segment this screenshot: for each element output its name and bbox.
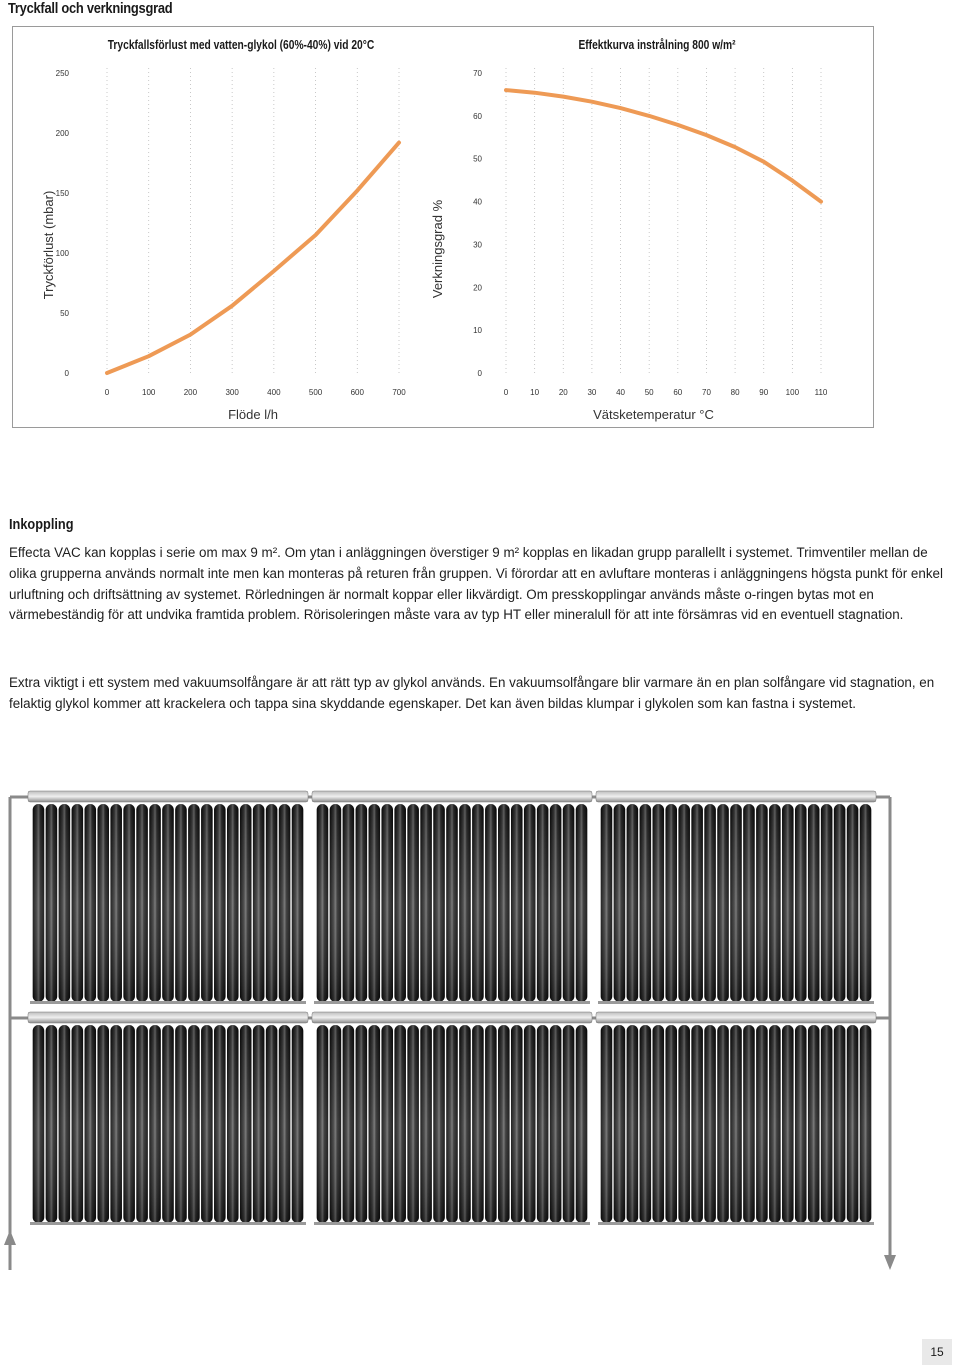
arrow-down-icon [884,1255,896,1270]
vacuum-tube-shade [407,1025,419,1223]
data-point [734,146,736,148]
vacuum-tube-shade [420,1025,432,1223]
vacuum-tube-shade [717,804,729,1002]
data-point [106,372,108,374]
collector-panel [312,1012,592,1225]
manifold-header [312,1012,592,1023]
y-tick-label: 100 [55,249,69,258]
y-tick-label: 60 [473,111,482,121]
manifold-header [596,1012,876,1023]
vacuum-tube-shade [665,1025,677,1223]
vacuum-tube-shade [576,804,588,1002]
vacuum-tube-shade [266,804,278,1002]
manifold-header [312,791,592,802]
vacuum-tube-shade [330,804,342,1002]
vacuum-tube-shade [459,804,471,1002]
vacuum-tube-shade [756,1025,768,1223]
manifold-header [28,1012,308,1023]
vacuum-tube-shade [279,1025,291,1223]
bottom-rail [314,1001,590,1004]
x-tick-label: 100 [785,388,800,397]
data-point [591,101,593,103]
vacuum-tube-shade [614,1025,626,1223]
chart-2 [430,39,828,422]
paragraph-2: Extra viktigt i ett system med vakuumsolfångare är att rätt typ av glykol används. En vakuumsolfångare blir varmare än en plan solfångare vid stagnation, en felaktig glykol kommer att krackelera och tappa sina skyddande egenskaper. Det kan även bildas klumpar i glykolen som kan fastna i systemet. [9,675,935,711]
vacuum-tube-shade [407,804,419,1002]
vacuum-tube-shade [240,1025,252,1223]
vacuum-tube-shade [136,1025,148,1223]
chart-title: Effektkurva instrålning 800 w/m² [578,39,736,53]
bottom-rail [598,1001,874,1004]
vacuum-tube-shade [472,804,484,1002]
collector-panel [596,1012,876,1225]
data-point [398,141,400,143]
vacuum-tube-shade [72,804,84,1002]
vacuum-tube-shade [201,1025,213,1223]
vacuum-tube-shade [227,1025,239,1223]
vacuum-tube-shade [227,804,239,1002]
vacuum-tube-shade [214,804,226,1002]
vacuum-tube-shade [743,804,755,1002]
bottom-rail [30,1222,306,1225]
collector-panel [596,791,876,1004]
x-tick-label: 110 [814,388,828,397]
vacuum-tube-shade [253,1025,265,1223]
vacuum-tube-shade [691,1025,703,1223]
vacuum-tube-shade [369,1025,381,1223]
y-axis-label: Verkningsgrad % [430,199,445,299]
vacuum-tube-shade [123,804,135,1002]
vacuum-tube-shade [665,804,677,1002]
vacuum-tube-shade [537,804,549,1002]
x-tick-label: 10 [530,388,540,397]
vacuum-tube-shade [85,804,97,1002]
vacuum-tube-shade [576,1025,588,1223]
x-tick-label: 500 [308,388,323,397]
vacuum-tube-shade [563,1025,575,1223]
y-tick-label: 0 [477,369,482,378]
vacuum-tube-shade [459,1025,471,1223]
y-tick-label: 70 [473,69,482,78]
vacuum-tube-shade [136,804,148,1002]
data-point [533,92,535,94]
vacuum-tube-shade [394,804,406,1002]
vacuum-tube-shade [498,804,510,1002]
vacuum-tube-shade [601,1025,613,1223]
vacuum-tube-shade [756,804,768,1002]
vacuum-tube-shade [653,804,665,1002]
y-tick-label: 50 [473,154,482,164]
vacuum-tube-shade [537,1025,549,1223]
data-point [705,134,707,136]
vacuum-tube-shade [149,1025,161,1223]
vacuum-tube-shade [381,1025,393,1223]
vacuum-tube-shade [240,804,252,1002]
vacuum-tube-shade [46,1025,58,1223]
vacuum-tube-shade [343,804,355,1002]
vacuum-tube-shade [485,804,497,1002]
vacuum-tube-shade [498,1025,510,1223]
arrow-up-icon [4,1230,16,1245]
charts-svg [13,27,872,426]
vacuum-tube-shade [601,804,613,1002]
x-axis-label: Flöde l/h [228,407,278,422]
vacuum-tube-shade [33,804,45,1002]
vacuum-tube-shade [97,1025,109,1223]
collector-panel [28,1012,308,1225]
x-tick-label: 60 [673,388,683,397]
x-tick-label: 20 [558,388,568,397]
paragraph-inkoppling [9,543,951,626]
data-point [619,107,621,109]
x-tick-label: 100 [142,388,156,397]
vacuum-tube-shade [730,1025,742,1223]
vacuum-tube-shade [678,804,690,1002]
x-tick-label: 300 [225,388,239,397]
x-tick-label: 80 [730,388,740,397]
vacuum-tube-shade [511,1025,523,1223]
section-heading: Inkoppling [9,517,74,533]
vacuum-tube-shade [550,1025,562,1223]
bottom-rail [30,1001,306,1004]
page-number: 15 [922,1339,952,1365]
vacuum-tube-shade [834,1025,846,1223]
chart-1 [41,39,406,422]
vacuum-tube-shade [85,1025,97,1223]
bottom-rail [598,1222,874,1225]
vacuum-tube-shade [72,1025,84,1223]
vacuum-tube-shade [524,804,536,1002]
x-tick-label: 50 [644,388,654,397]
vacuum-tube-shade [433,1025,445,1223]
y-tick-label: 20 [473,283,482,293]
vacuum-tube-shade [627,1025,639,1223]
data-point [763,161,765,163]
vacuum-tube-shade [381,804,393,1002]
y-tick-label: 150 [55,189,69,198]
y-tick-label: 10 [473,326,482,336]
vacuum-tube-shade [511,804,523,1002]
data-point [791,179,793,181]
page-title: Tryckfall och verkningsgrad [8,0,173,17]
x-axis-label: Vätsketemperatur °C [593,407,714,422]
manifold-header [596,791,876,802]
vacuum-tube-shade [356,804,368,1002]
vacuum-tube-shade [433,804,445,1002]
x-tick-label: 30 [587,388,597,397]
vacuum-tube-shade [678,1025,690,1223]
x-tick-label: 400 [267,388,281,397]
vacuum-tube-shade [162,804,174,1002]
vacuum-tube-shade [356,1025,368,1223]
y-tick-label: 40 [473,197,482,207]
vacuum-tube-shade [162,1025,174,1223]
y-axis-label: Tryckförlust (mbar) [41,190,56,300]
vacuum-tube-shade [420,804,432,1002]
y-tick-label: 50 [60,309,69,318]
vacuum-tube-shade [795,804,807,1002]
x-tick-label: 600 [350,388,364,397]
vacuum-tube-shade [149,804,161,1002]
vacuum-tube-shade [730,804,742,1002]
vacuum-tube-shade [627,804,639,1002]
vacuum-tube-shade [317,804,329,1002]
x-tick-label: 40 [616,388,625,397]
vacuum-tube-shade [821,1025,833,1223]
vacuum-tube-shade [175,1025,187,1223]
vacuum-tube-shade [640,1025,652,1223]
vacuum-tube-shade [110,804,122,1002]
vacuum-tube-shade [563,804,575,1002]
vacuum-tube-shade [524,1025,536,1223]
vacuum-tube-shade [808,1025,820,1223]
vacuum-tube-shade [446,1025,458,1223]
vacuum-tube-shade [485,1025,497,1223]
collector-panel [312,791,592,1004]
vacuum-tube-shade [691,804,703,1002]
vacuum-tube-shade [782,804,794,1002]
paragraph-1: Effecta VAC kan kopplas i serie om max 9 m². Om ytan i anläggningen överstiger 9 m² kopplas en likadan grupp parallellt i systemet. Trimventiler mellan de olika grupperna används normalt inte men kan monteras på returen från gruppen. Vi förordar att en avluftare monteras i anläggningens högsta punkt för enkel urluftning och driftsättning av systemet. Rörledningen är normalt koppar eller likvärdigt. Om presskopplingar används måste o-ringen bytas mot en värmebeständig för att undvika framtida problem. Rörisoleringen måste vara av typ HT eller mineralull för att inte försämras vid en eventuell stagnation. [9,545,943,623]
charts-frame [12,26,874,428]
vacuum-tube-shade [253,804,265,1002]
vacuum-tube-shade [743,1025,755,1223]
vacuum-tube-shade [369,804,381,1002]
vacuum-tube-shade [808,804,820,1002]
data-point [273,270,275,272]
x-tick-label: 90 [759,388,769,397]
x-tick-label: 70 [702,388,711,397]
vacuum-tube-shade [769,804,781,1002]
y-tick-label: 30 [473,240,482,250]
vacuum-tube-shade [640,804,652,1002]
data-point [648,115,650,117]
vacuum-tube-shade [614,804,626,1002]
series-line [506,90,821,202]
data-point [677,124,679,126]
paragraph-glykol [9,673,951,715]
vacuum-tube-shade [188,804,200,1002]
vacuum-tube-shade [704,804,716,1002]
vacuum-tube-shade [860,804,872,1002]
vacuum-tube-shade [847,1025,859,1223]
vacuum-tube-shade [795,1025,807,1223]
data-point [356,189,358,191]
vacuum-tube-shade [59,1025,71,1223]
vacuum-tube-shade [46,804,58,1002]
vacuum-tube-shade [279,804,291,1002]
vacuum-tube-shade [550,804,562,1002]
vacuum-tube-shade [330,1025,342,1223]
vacuum-tube-shade [33,1025,45,1223]
vacuum-tube-shade [704,1025,716,1223]
vacuum-tube-shade [59,804,71,1002]
collector-diagram [0,775,960,1295]
vacuum-tube-shade [847,804,859,1002]
vacuum-tube-shade [472,1025,484,1223]
vacuum-tube-shade [317,1025,329,1223]
vacuum-tube-shade [394,1025,406,1223]
vacuum-tube-shade [653,1025,665,1223]
vacuum-tube-shade [123,1025,135,1223]
y-tick-label: 200 [55,129,69,138]
data-point [562,95,564,97]
chart-title: Tryckfallsförlust med vatten-glykol (60%-40%) vid 20°C [107,39,375,53]
vacuum-tube-shade [97,804,109,1002]
vacuum-tube-shade [214,1025,226,1223]
vacuum-tube-shade [821,804,833,1002]
x-tick-label: 200 [183,388,198,397]
data-point [820,200,822,202]
bottom-rail [314,1222,590,1225]
data-point [148,355,150,357]
x-tick-label: 0 [503,388,509,397]
vacuum-tube-shade [175,804,187,1002]
x-tick-label: 0 [104,388,110,397]
vacuum-tube-shade [769,1025,781,1223]
vacuum-tube-shade [292,1025,304,1223]
vacuum-tube-shade [446,804,458,1002]
y-tick-label: 250 [55,69,69,78]
vacuum-tube-shade [292,804,304,1002]
x-tick-label: 700 [392,388,406,397]
series-line [107,143,399,373]
y-tick-label: 0 [64,369,69,378]
vacuum-tube-shade [860,1025,872,1223]
data-point [231,305,233,307]
vacuum-tube-shade [188,1025,200,1223]
vacuum-tube-shade [834,804,846,1002]
vacuum-tube-shade [343,1025,355,1223]
vacuum-tube-shade [782,1025,794,1223]
manifold-header [28,791,308,802]
collector-diagram-svg [0,775,960,1295]
vacuum-tube-shade [201,804,213,1002]
data-point [314,234,316,236]
vacuum-tube-shade [717,1025,729,1223]
vacuum-tube-shade [266,1025,278,1223]
data-point [505,89,507,91]
collector-panel [28,791,308,1004]
vacuum-tube-shade [110,1025,122,1223]
data-point [189,333,191,335]
